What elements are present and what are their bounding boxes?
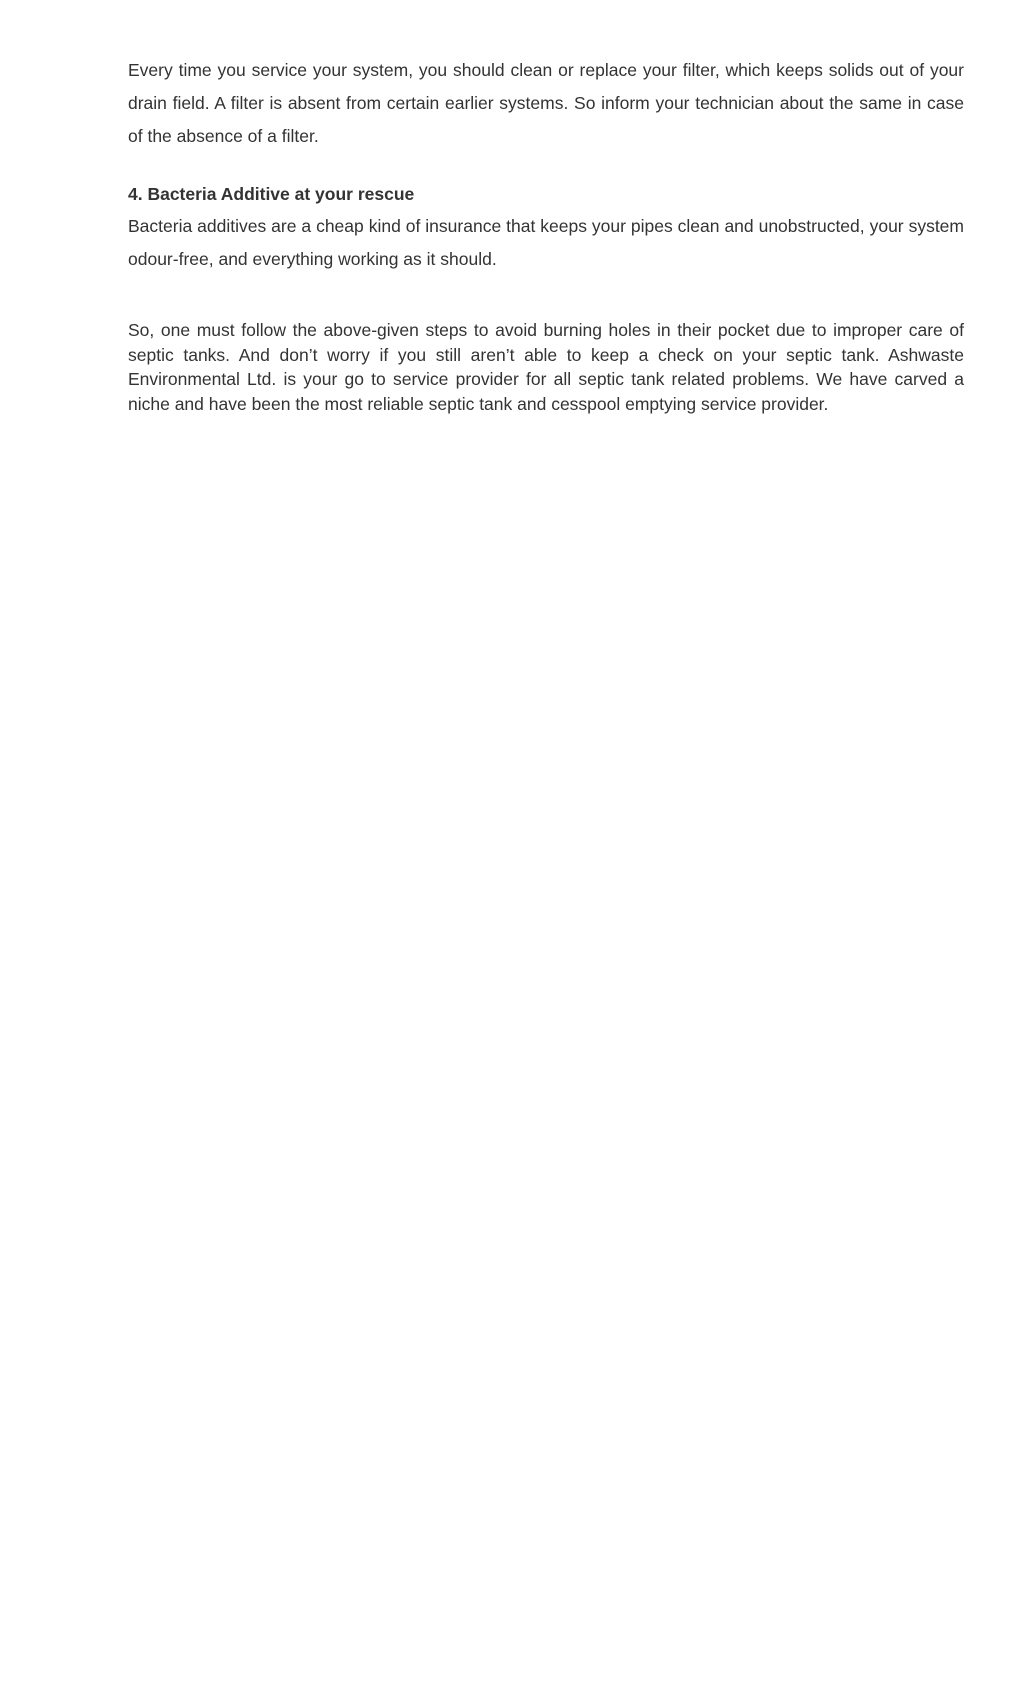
section-bacteria-additive xyxy=(128,182,964,276)
closing-paragraph: So, one must follow the above-given steps to avoid burning holes in their pocket due to improper care of septic tanks. And don’t worry if you still aren’t able to keep a check on your septic tank. Ashwaste Environmental Ltd. is your go to service provider for all septic tank related problems. We have carved a niche and have been the most reliable septic tank and cesspool emptying service provider. xyxy=(128,320,964,414)
section-heading: 4. Bacteria Additive at your rescue xyxy=(128,184,415,204)
intro-paragraph: Every time you service your system, you should clean or replace your filter, which keeps solids out of your drain field. A filter is absent from certain earlier systems. So inform your technician about the same in case of the absence of a filter. xyxy=(128,60,964,146)
document-page xyxy=(128,54,964,416)
section-body: Bacteria additives are a cheap kind of insurance that keeps your pipes clean and unobstructed, your system odour-free, and everything working as it should. xyxy=(128,216,964,269)
